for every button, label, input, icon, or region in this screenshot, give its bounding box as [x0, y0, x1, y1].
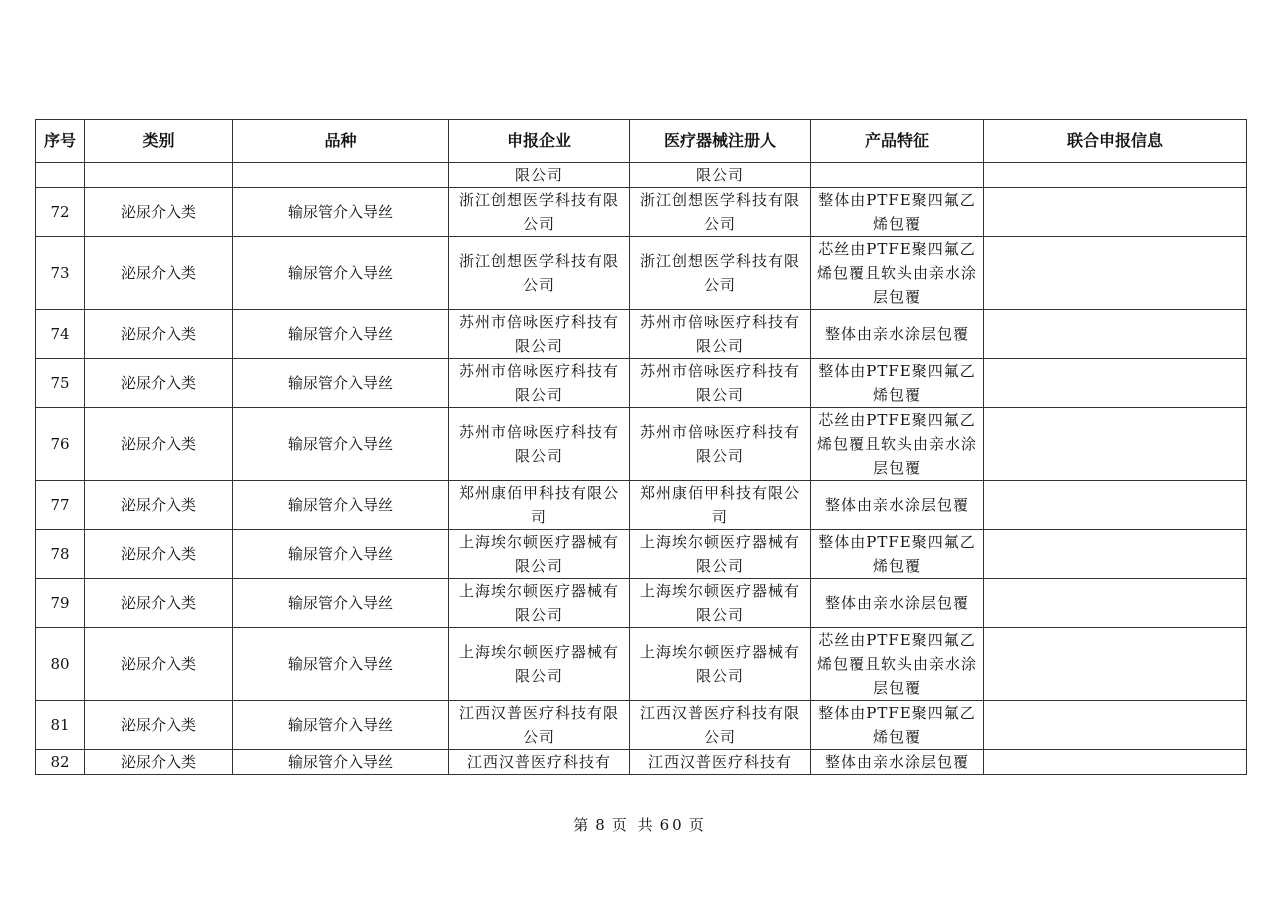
cell-category: 泌尿介入类	[85, 481, 233, 530]
table-row	[36, 188, 1247, 237]
cell-variety: 输尿管介入导丝	[233, 750, 449, 775]
cell-applicant: 浙江创想医学科技有限公司	[449, 237, 630, 310]
cell-applicant: 浙江创想医学科技有限公司	[449, 188, 630, 237]
cell-variety: 输尿管介入导丝	[233, 408, 449, 481]
table-row	[36, 750, 1247, 775]
cell-category: 泌尿介入类	[85, 701, 233, 750]
cell-index: 72	[36, 188, 85, 237]
cell-feature: 整体由PTFE聚四氟乙烯包覆	[811, 530, 984, 579]
cell-category: 泌尿介入类	[85, 359, 233, 408]
cell-index: 81	[36, 701, 85, 750]
header-index: 序号	[36, 120, 85, 163]
header-applicant: 申报企业	[449, 120, 630, 163]
cell-joint	[984, 701, 1247, 750]
table-header-row	[36, 120, 1247, 163]
cell-applicant: 限公司	[449, 163, 630, 188]
header-registrant: 医疗器械注册人	[630, 120, 811, 163]
cell-applicant: 上海埃尔顿医疗器械有限公司	[449, 579, 630, 628]
cell-joint	[984, 628, 1247, 701]
cell-registrant: 上海埃尔顿医疗器械有限公司	[630, 579, 811, 628]
cell-category	[85, 163, 233, 188]
cell-variety: 输尿管介入导丝	[233, 359, 449, 408]
cell-applicant: 江西汉普医疗科技有	[449, 750, 630, 775]
footer-suffix: 页	[688, 816, 707, 834]
footer-page: 8	[595, 816, 608, 834]
cell-joint	[984, 750, 1247, 775]
cell-joint	[984, 237, 1247, 310]
cell-registrant: 郑州康佰甲科技有限公司	[630, 481, 811, 530]
cell-index: 80	[36, 628, 85, 701]
table-row-continuation	[36, 163, 1247, 188]
cell-variety: 输尿管介入导丝	[233, 701, 449, 750]
footer-mid: 页 共	[611, 816, 656, 834]
cell-variety: 输尿管介入导丝	[233, 310, 449, 359]
cell-feature: 芯丝由PTFE聚四氟乙烯包覆且软头由亲水涂层包覆	[811, 237, 984, 310]
table-row	[36, 237, 1247, 310]
cell-variety: 输尿管介入导丝	[233, 481, 449, 530]
table-row	[36, 530, 1247, 579]
cell-joint	[984, 359, 1247, 408]
footer-total: 60	[659, 816, 685, 834]
product-table	[35, 119, 1247, 775]
cell-registrant: 苏州市倍咏医疗科技有限公司	[630, 408, 811, 481]
table-row	[36, 579, 1247, 628]
table-row	[36, 408, 1247, 481]
cell-variety: 输尿管介入导丝	[233, 628, 449, 701]
cell-feature: 整体由PTFE聚四氟乙烯包覆	[811, 701, 984, 750]
cell-joint	[984, 579, 1247, 628]
cell-registrant: 浙江创想医学科技有限公司	[630, 237, 811, 310]
cell-variety: 输尿管介入导丝	[233, 188, 449, 237]
cell-variety: 输尿管介入导丝	[233, 237, 449, 310]
cell-registrant: 江西汉普医疗科技有限公司	[630, 701, 811, 750]
cell-feature: 整体由PTFE聚四氟乙烯包覆	[811, 188, 984, 237]
cell-feature: 芯丝由PTFE聚四氟乙烯包覆且软头由亲水涂层包覆	[811, 408, 984, 481]
cell-applicant: 苏州市倍咏医疗科技有限公司	[449, 408, 630, 481]
cell-joint	[984, 481, 1247, 530]
cell-applicant: 江西汉普医疗科技有限公司	[449, 701, 630, 750]
cell-joint	[984, 163, 1247, 188]
cell-feature: 整体由亲水涂层包覆	[811, 579, 984, 628]
cell-registrant: 上海埃尔顿医疗器械有限公司	[630, 530, 811, 579]
cell-applicant: 上海埃尔顿医疗器械有限公司	[449, 628, 630, 701]
table-row	[36, 481, 1247, 530]
table-row	[36, 359, 1247, 408]
cell-joint	[984, 188, 1247, 237]
cell-index: 76	[36, 408, 85, 481]
cell-variety: 输尿管介入导丝	[233, 530, 449, 579]
header-joint-application: 联合申报信息	[984, 120, 1247, 163]
cell-joint	[984, 310, 1247, 359]
cell-index: 73	[36, 237, 85, 310]
cell-category: 泌尿介入类	[85, 408, 233, 481]
cell-variety	[233, 163, 449, 188]
cell-feature: 整体由亲水涂层包覆	[811, 750, 984, 775]
table-row	[36, 628, 1247, 701]
cell-index: 82	[36, 750, 85, 775]
cell-index	[36, 163, 85, 188]
cell-feature: 芯丝由PTFE聚四氟乙烯包覆且软头由亲水涂层包覆	[811, 628, 984, 701]
cell-applicant: 苏州市倍咏医疗科技有限公司	[449, 310, 630, 359]
cell-category: 泌尿介入类	[85, 750, 233, 775]
cell-index: 74	[36, 310, 85, 359]
table-row	[36, 310, 1247, 359]
header-variety: 品种	[233, 120, 449, 163]
footer-prefix: 第	[573, 816, 592, 834]
cell-index: 79	[36, 579, 85, 628]
cell-joint	[984, 530, 1247, 579]
cell-applicant: 苏州市倍咏医疗科技有限公司	[449, 359, 630, 408]
cell-category: 泌尿介入类	[85, 310, 233, 359]
cell-registrant: 苏州市倍咏医疗科技有限公司	[630, 310, 811, 359]
cell-category: 泌尿介入类	[85, 188, 233, 237]
header-feature: 产品特征	[811, 120, 984, 163]
cell-variety: 输尿管介入导丝	[233, 579, 449, 628]
cell-registrant: 浙江创想医学科技有限公司	[630, 188, 811, 237]
cell-feature	[811, 163, 984, 188]
table-row	[36, 701, 1247, 750]
cell-index: 77	[36, 481, 85, 530]
header-category: 类别	[85, 120, 233, 163]
cell-index: 75	[36, 359, 85, 408]
cell-feature: 整体由PTFE聚四氟乙烯包覆	[811, 359, 984, 408]
cell-index: 78	[36, 530, 85, 579]
cell-feature: 整体由亲水涂层包覆	[811, 481, 984, 530]
page-number-footer	[0, 814, 1280, 835]
cell-category: 泌尿介入类	[85, 628, 233, 701]
cell-registrant: 江西汉普医疗科技有	[630, 750, 811, 775]
cell-joint	[984, 408, 1247, 481]
cell-applicant: 上海埃尔顿医疗器械有限公司	[449, 530, 630, 579]
cell-applicant: 郑州康佰甲科技有限公司	[449, 481, 630, 530]
cell-category: 泌尿介入类	[85, 579, 233, 628]
cell-registrant: 限公司	[630, 163, 811, 188]
cell-registrant: 苏州市倍咏医疗科技有限公司	[630, 359, 811, 408]
cell-feature: 整体由亲水涂层包覆	[811, 310, 984, 359]
cell-category: 泌尿介入类	[85, 530, 233, 579]
cell-registrant: 上海埃尔顿医疗器械有限公司	[630, 628, 811, 701]
cell-category: 泌尿介入类	[85, 237, 233, 310]
